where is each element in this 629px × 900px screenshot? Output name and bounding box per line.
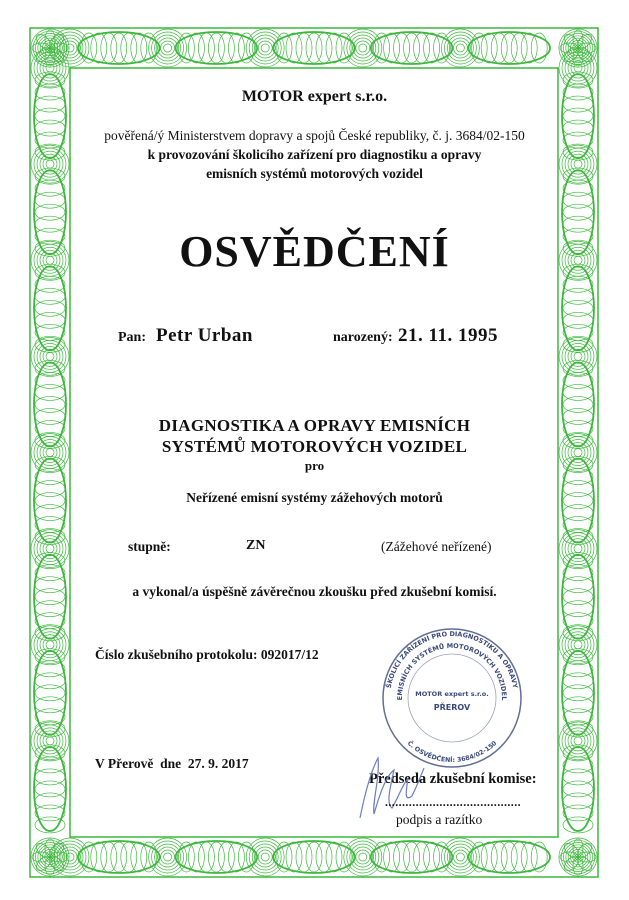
certificate-title: OSVĚDČENÍ — [179, 227, 450, 276]
name-label: Pan: — [118, 330, 146, 345]
official-stamp — [382, 628, 522, 768]
protocol-number: Číslo zkušebního protokolu: 092017/12 — [95, 647, 319, 662]
level-description: (Zážehové neřízené) — [381, 539, 492, 554]
course-line-1: DIAGNOSTIKA A OPRAVY EMISNÍCH — [158, 416, 471, 435]
authorization-line: pověřená/ý Ministerstvem dopravy a spojů České republiky, č. j. 3684/02-150 — [104, 128, 525, 143]
level-label: stupně: — [128, 539, 171, 554]
place-date — [95, 756, 249, 772]
purpose-line-1: k provozování školicího zařízení pro diagnostiku a opravy — [147, 147, 482, 162]
stamp-ring-top-outer: ŠKOLICÍ ZAŘÍZENÍ PRO DIAGNOSTIKU A OPRAVY — [384, 630, 520, 689]
stamp-ring-top-inner: EMISNÍCH SYSTÉMŮ MOTOROVÝCH VOZIDEL — [395, 641, 509, 701]
course-line-2: SYSTÉMŮ MOTOROVÝCH VOZIDEL — [161, 437, 468, 456]
signature-line: ........................................ — [385, 795, 521, 809]
signature-caption: podpis a razítko — [396, 812, 483, 827]
committee-chair-label: Předseda zkušební komise: — [369, 771, 537, 787]
date-label: dne — [160, 756, 182, 771]
purpose-line-2: emisních systémů motorových vozidel — [206, 166, 423, 181]
course-subject: Neřízené emisní systémy zážehových motorů — [186, 490, 443, 505]
stamp-company: MOTOR expert s.r.o. — [415, 690, 489, 698]
company-name: MOTOR expert s.r.o. — [241, 88, 388, 105]
place: V Přerově — [95, 756, 154, 771]
course-pro: pro — [304, 458, 325, 473]
stamp-ring-bottom: Č. OSVĚDČENÍ: 3684/02-150 — [405, 739, 499, 764]
stamp-inner-ring — [408, 654, 496, 742]
level-value: ZN — [246, 538, 266, 553]
birth-date: 21. 11. 1995 — [398, 325, 498, 346]
issue-date: 27. 9. 2017 — [187, 756, 249, 771]
exam-result: a vykonal/a úspěšně závěrečnou zkoušku před zkušební komisí. — [132, 584, 497, 599]
born-label: narozený: — [333, 330, 393, 345]
stamp-city: PŘEROV — [433, 703, 471, 712]
person-name: Petr Urban — [156, 325, 253, 346]
